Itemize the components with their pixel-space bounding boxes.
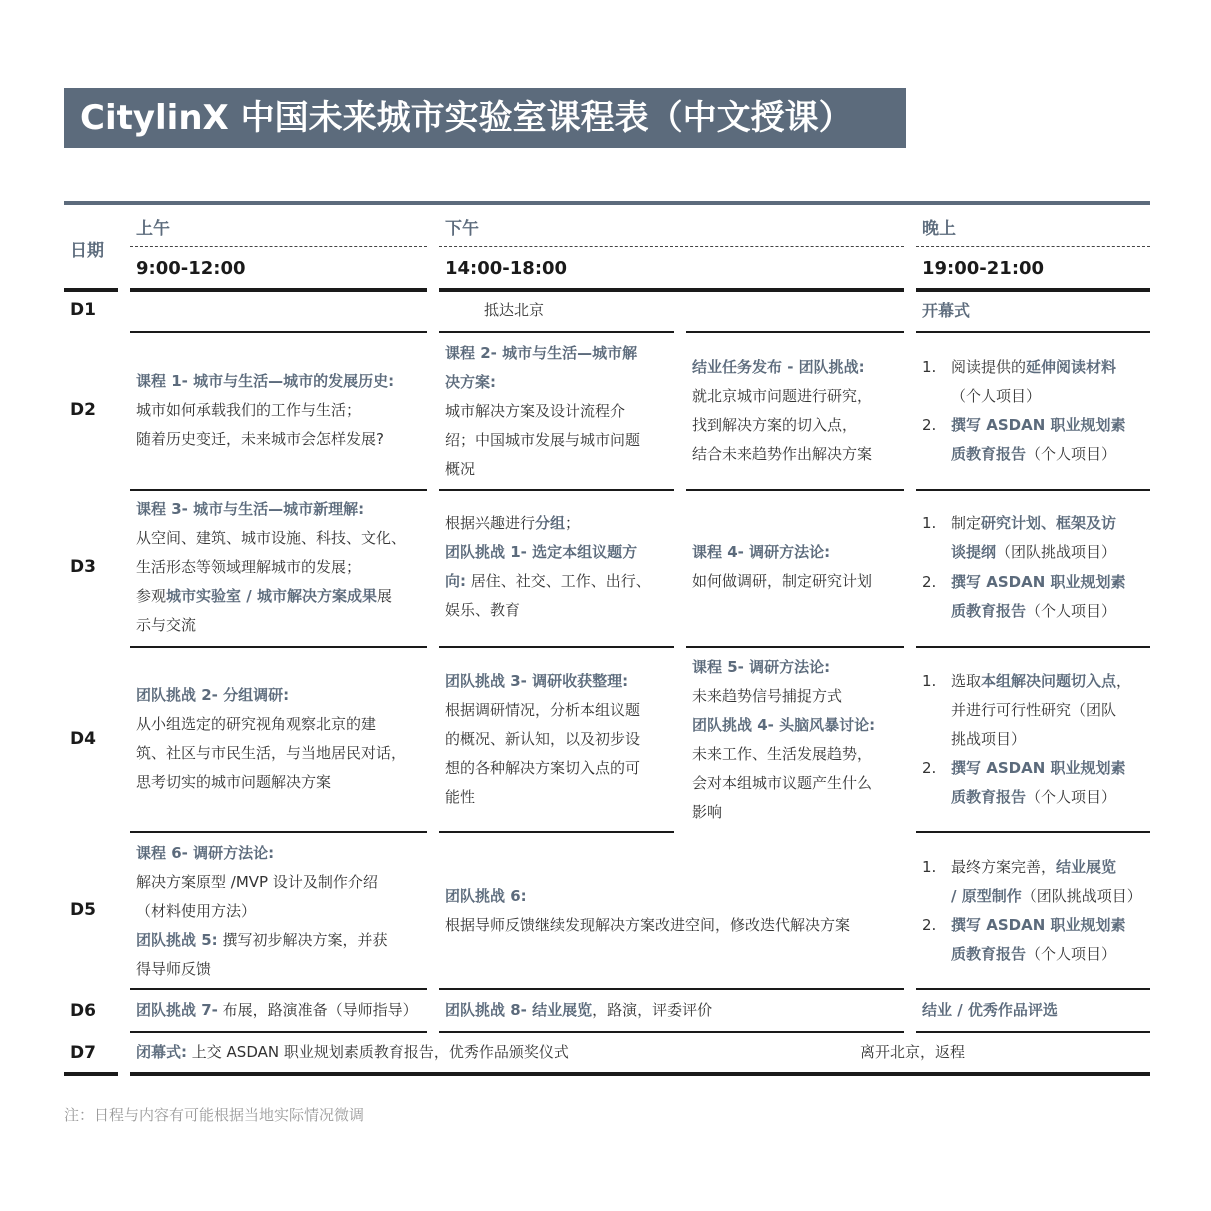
evening-header: 晚上 bbox=[922, 219, 956, 239]
d4-evening-item1-line2: 并进行可行性研究（团队 bbox=[951, 701, 1117, 719]
d3-afternoon-a-line2: 团队挑战 1- 选定本组议题方 bbox=[445, 543, 638, 561]
day-label-d6: D6 bbox=[70, 1001, 96, 1021]
d7-ceremony-text: 闭幕式: 上交 ASDAN 职业规划素质教育报告，优秀作品颁奖仪式 bbox=[136, 1043, 569, 1061]
d4-afternoon-b-line2: 未来工作、生活发展趋势， bbox=[692, 745, 873, 763]
table-bottom-rule-date bbox=[64, 1072, 118, 1076]
date-header: 日期 bbox=[70, 241, 104, 261]
d4-afternoon-a-line2: 的概况、新认知，以及初步设 bbox=[445, 730, 641, 748]
row-rule-d3-morning bbox=[130, 646, 427, 648]
d5-evening-item2-number: 2. bbox=[922, 916, 937, 934]
d4-morning-line2: 筑、社区与市民生活，与当地居民对话， bbox=[136, 744, 407, 762]
d2-evening-item2-line2: 质教育报告（个人项目） bbox=[951, 445, 1117, 463]
day-label-d7: D7 bbox=[70, 1043, 96, 1063]
d2-afternoon-a-title1: 课程 2- 城市与生活—城市解 bbox=[445, 344, 638, 362]
day-label-d1: D1 bbox=[70, 300, 96, 320]
row-rule-d2-evening bbox=[916, 489, 1150, 491]
row-rule-d6-morning bbox=[130, 1031, 427, 1033]
header-rule-afternoon bbox=[439, 288, 904, 292]
d3-evening-item1-line2: 谈提纲（团队挑战项目） bbox=[951, 543, 1117, 561]
row-rule-d4-afternoon-a bbox=[439, 831, 674, 833]
header-rule-morning bbox=[130, 288, 427, 292]
d5-morning-line1: 解决方案原型 /MVP 设计及制作介绍 bbox=[136, 873, 378, 891]
d4-evening-item1-line3: 挑战项目） bbox=[951, 730, 1027, 748]
row-rule-d5-evening bbox=[916, 988, 1150, 990]
d6-morning-text: 团队挑战 7- 布展，路演准备（导师指导） bbox=[136, 1001, 418, 1019]
d3-evening-item2-line1: 撰写 ASDAN 职业规划素 bbox=[951, 573, 1126, 591]
d2-afternoon-b-line1: 就北京城市问题进行研究， bbox=[692, 387, 873, 405]
d4-evening-item2-line2: 质教育报告（个人项目） bbox=[951, 788, 1117, 806]
d3-afternoon-a-line1: 根据兴趣进行分组； bbox=[445, 514, 581, 532]
row-rule-d1-afternoon-a bbox=[439, 331, 674, 333]
d3-evening-item1-line1: 制定研究计划、框架及访 bbox=[951, 514, 1117, 532]
d2-evening-item1-line1: 阅读提供的延伸阅读材料 bbox=[951, 358, 1117, 376]
day-label-d2: D2 bbox=[70, 400, 96, 420]
d3-evening-item1-number: 1. bbox=[922, 514, 937, 532]
d4-morning-title: 团队挑战 2- 分组调研: bbox=[136, 686, 290, 704]
morning-header: 上午 bbox=[136, 219, 170, 239]
d3-morning-line4: 示与交流 bbox=[136, 616, 197, 634]
d2-morning-line2: 随着历史变迁，未来城市会怎样发展? bbox=[136, 430, 384, 448]
d4-morning-line1: 从小组选定的研究视角观察北京的建 bbox=[136, 715, 377, 733]
row-rule-d4-morning bbox=[130, 831, 427, 833]
d4-afternoon-b-title2: 团队挑战 4- 头脑风暴讨论: bbox=[692, 716, 876, 734]
d7-departure-text: 离开北京，返程 bbox=[860, 1043, 966, 1061]
d3-afternoon-a-line3: 向: 居住、社交、工作、出行、 bbox=[445, 572, 651, 590]
d4-afternoon-b-line3: 会对本组城市议题产生什么 bbox=[692, 774, 873, 792]
d2-afternoon-a-line3: 概况 bbox=[445, 460, 476, 478]
d3-afternoon-b-title: 课程 4- 调研方法论: bbox=[692, 543, 831, 561]
d5-evening-item1-line2: / 原型制作（团队挑战项目） bbox=[951, 887, 1142, 905]
day-label-d4: D4 bbox=[70, 729, 96, 749]
d3-afternoon-b-line1: 如何做调研，制定研究计划 bbox=[692, 572, 873, 590]
d1-afternoon-text: 抵达北京 bbox=[484, 301, 545, 319]
d3-evening-item2-line2: 质教育报告（个人项目） bbox=[951, 602, 1117, 620]
morning-time: 9:00-12:00 bbox=[136, 258, 246, 279]
page-title: CitylinX 中国未来城市实验室课程表（中文授课） bbox=[64, 88, 906, 148]
d2-evening-item2-number: 2. bbox=[922, 416, 937, 434]
afternoon-time: 14:00-18:00 bbox=[445, 258, 568, 279]
d1-evening-text: 开幕式 bbox=[922, 301, 971, 320]
d2-afternoon-a-title2: 决方案: bbox=[445, 373, 496, 391]
row-rule-d3-afternoon-b bbox=[686, 646, 904, 648]
evening-time: 19:00-21:00 bbox=[922, 258, 1045, 279]
d3-morning-line2: 生活形态等领域理解城市的发展； bbox=[136, 558, 362, 576]
d5-morning-line2: （材料使用方法） bbox=[136, 902, 257, 920]
d3-afternoon-a-line4: 娱乐、教育 bbox=[445, 601, 521, 619]
header-divider-morning bbox=[130, 246, 427, 247]
d6-evening-text: 结业 / 优秀作品评选 bbox=[922, 1001, 1058, 1019]
d5-evening-item2-line1: 撰写 ASDAN 职业规划素 bbox=[951, 916, 1126, 934]
d4-afternoon-a-line3: 想的各种解决方案切入点的可 bbox=[445, 759, 641, 777]
d2-afternoon-b-title: 结业任务发布 - 团队挑战: bbox=[692, 358, 865, 376]
d5-evening-item1-number: 1. bbox=[922, 858, 937, 876]
d4-afternoon-a-line1: 根据调研情况，分析本组议题 bbox=[445, 701, 641, 719]
d4-evening-item2-line1: 撰写 ASDAN 职业规划素 bbox=[951, 759, 1126, 777]
row-rule-d4-evening bbox=[916, 831, 1150, 833]
table-top-rule bbox=[64, 201, 1150, 205]
row-rule-d2-afternoon-b bbox=[686, 489, 904, 491]
d4-afternoon-b-line1: 未来趋势信号捕捉方式 bbox=[692, 687, 843, 705]
d2-morning-line1: 城市如何承载我们的工作与生活； bbox=[136, 401, 362, 419]
d2-afternoon-a-line2: 绍；中国城市发展与城市问题 bbox=[445, 431, 641, 449]
d3-morning-line1: 从空间、建筑、城市设施、科技、文化、 bbox=[136, 529, 407, 547]
row-rule-d1-afternoon-b bbox=[686, 331, 904, 333]
d5-morning-line4: 得导师反馈 bbox=[136, 960, 212, 978]
d5-morning-title: 课程 6- 调研方法论: bbox=[136, 844, 275, 862]
row-rule-d3-afternoon-a bbox=[439, 646, 674, 648]
row-rule-d1-morning bbox=[130, 331, 427, 333]
d2-morning-title: 课程 1- 城市与生活—城市的发展历史: bbox=[136, 372, 395, 390]
d5-morning-line3: 团队挑战 5: 撰写初步解决方案，并获 bbox=[136, 931, 388, 949]
d5-evening-item1-line1: 最终方案完善，结业展览 bbox=[951, 858, 1117, 876]
row-rule-d2-afternoon-a bbox=[439, 489, 674, 491]
row-rule-d3-evening bbox=[916, 646, 1150, 648]
afternoon-header: 下午 bbox=[445, 219, 479, 239]
d5-evening-item2-line2: 质教育报告（个人项目） bbox=[951, 945, 1117, 963]
d3-evening-item2-number: 2. bbox=[922, 573, 937, 591]
day-label-d3: D3 bbox=[70, 557, 96, 577]
day-label-d5: D5 bbox=[70, 900, 96, 920]
d5-afternoon-line1: 根据导师反馈继续发现解决方案改进空间，修改迭代解决方案 bbox=[445, 916, 851, 934]
row-rule-d5-afternoon bbox=[439, 988, 904, 990]
row-rule-d2-morning bbox=[130, 489, 427, 491]
d2-evening-item1-number: 1. bbox=[922, 358, 937, 376]
d5-afternoon-title: 团队挑战 6: bbox=[445, 887, 527, 905]
d4-evening-item2-number: 2. bbox=[922, 759, 937, 777]
d2-evening-item2-line1: 撰写 ASDAN 职业规划素 bbox=[951, 416, 1126, 434]
row-rule-d6-evening bbox=[916, 1031, 1150, 1033]
row-rule-d1-evening bbox=[916, 331, 1150, 333]
d2-afternoon-a-line1: 城市解决方案及设计流程介 bbox=[445, 402, 626, 420]
table-bottom-rule bbox=[130, 1072, 1150, 1076]
d4-afternoon-a-title: 团队挑战 3- 调研收获整理: bbox=[445, 672, 629, 690]
header-divider-evening bbox=[916, 246, 1150, 247]
d3-morning-title: 课程 3- 城市与生活—城市新理解: bbox=[136, 500, 365, 518]
header-rule-evening bbox=[916, 288, 1150, 292]
row-rule-d5-morning bbox=[130, 988, 427, 990]
footnote: 注：日程与内容有可能根据当地实际情况微调 bbox=[64, 1106, 365, 1124]
d4-evening-item1-line1: 选取本组解决问题切入点， bbox=[951, 672, 1132, 690]
header-divider-afternoon bbox=[439, 246, 904, 247]
d6-afternoon-text: 团队挑战 8- 结业展览，路演，评委评价 bbox=[445, 1001, 713, 1019]
d4-afternoon-a-line4: 能性 bbox=[445, 788, 476, 806]
d2-afternoon-b-line3: 结合未来趋势作出解决方案 bbox=[692, 445, 873, 463]
d4-afternoon-b-line4: 影响 bbox=[692, 803, 723, 821]
header-rule-date bbox=[64, 288, 118, 292]
d4-afternoon-b-title1: 课程 5- 调研方法论: bbox=[692, 658, 831, 676]
d4-morning-line3: 思考切实的城市问题解决方案 bbox=[136, 773, 332, 791]
d2-evening-item1-line2: （个人项目） bbox=[951, 387, 1042, 405]
d2-afternoon-b-line2: 找到解决方案的切入点， bbox=[692, 416, 858, 434]
d3-morning-line3: 参观城市实验室 / 城市解决方案成果展 bbox=[136, 587, 392, 605]
d4-evening-item1-number: 1. bbox=[922, 672, 937, 690]
row-rule-d6-afternoon bbox=[439, 1031, 904, 1033]
